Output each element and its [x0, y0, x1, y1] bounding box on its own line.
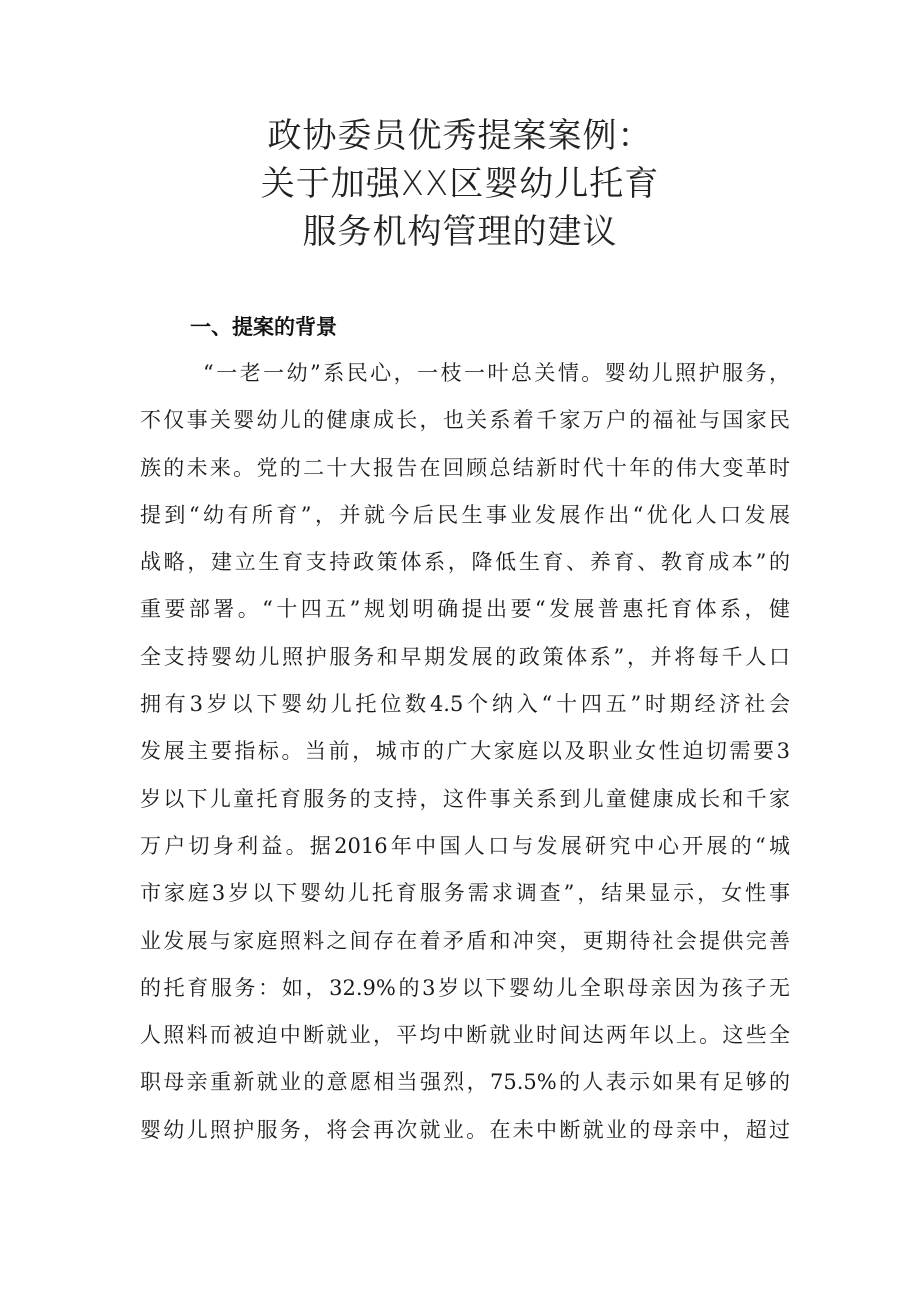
paragraph-line: 业发展与家庭照料之间存在着矛盾和冲突，更期待社会提供完善	[140, 928, 790, 953]
paragraph-line: 战略，建立生育支持政策体系，降低生育、养育、教育成本”的	[140, 550, 790, 575]
paragraph-line: 重要部署。“十四五”规划明确提出要“发展普惠托育体系，健	[140, 597, 790, 622]
paragraph-line: 不仅事关婴幼儿的健康成长，也关系着千家万户的福祉与国家民	[140, 408, 790, 433]
title-line-1: 政协委员优秀提案案例：	[267, 116, 653, 156]
paragraph-line: 提到“幼有所育”，并就今后民生事业发展作出“优化人口发展	[140, 502, 790, 527]
paragraph-line: 的托育服务：如，32.9%的3岁以下婴幼儿全职母亲因为孩子无	[140, 975, 790, 1000]
paragraph-line: 岁以下儿童托育服务的支持，这件事关系到儿童健康成长和千家	[140, 786, 790, 811]
paragraph-line: 全支持婴幼儿照护服务和早期发展的政策体系”，并将每千人口	[140, 644, 790, 669]
title-line-3: 服务机构管理的建议	[302, 212, 618, 252]
paragraph-line: 族的未来。党的二十大报告在回顾总结新时代十年的伟大变革时	[140, 455, 790, 480]
paragraph-line: “一老一幼”系民心，一枝一叶总关情。婴幼儿照护服务，	[203, 361, 790, 385]
paragraph-line: 发展主要指标。当前，城市的广大家庭以及职业女性迫切需要3	[140, 739, 790, 764]
paragraph-line: 职母亲重新就业的意愿相当强烈，75.5%的人表示如果有足够的	[140, 1070, 790, 1095]
paragraph-line: 婴幼儿照护服务，将会再次就业。在未中断就业的母亲中，超过	[140, 1117, 790, 1142]
paragraph-line: 人照料而被迫中断就业，平均中断就业时间达两年以上。这些全	[140, 1023, 790, 1048]
paragraph-line: 拥有3岁以下婴幼儿托位数4.5个纳入“十四五”时期经济社会	[140, 692, 790, 717]
document-title	[0, 112, 920, 256]
paragraph-line: 市家庭3岁以下婴幼儿托育服务需求调查”，结果显示，女性事	[140, 881, 790, 906]
title-line-2: 关于加强XX区婴幼儿托育	[260, 164, 660, 204]
paragraph-line: 万户切身利益。据2016年中国人口与发展研究中心开展的“城	[140, 833, 790, 858]
section-heading: 一、提案的背景	[190, 315, 337, 339]
body-paragraph	[140, 350, 790, 1154]
